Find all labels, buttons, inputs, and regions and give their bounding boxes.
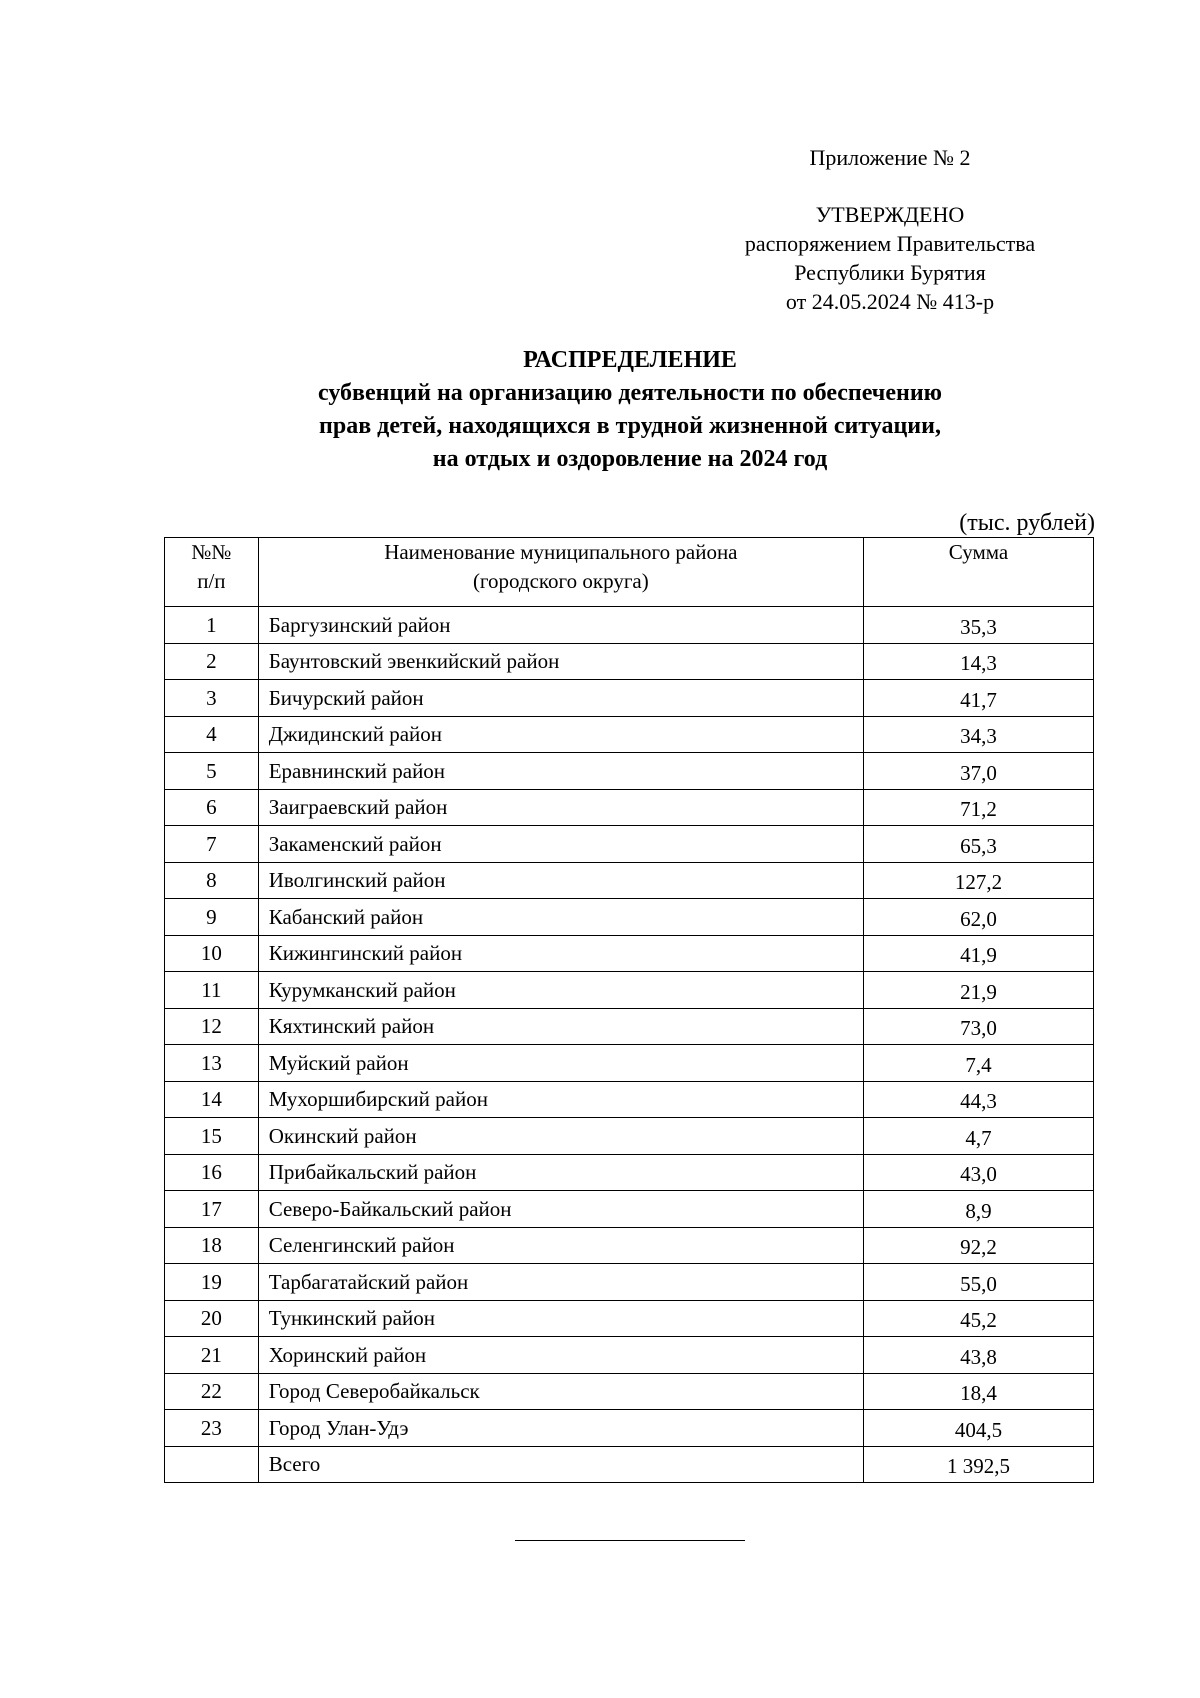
row-name: Селенгинский район [258,1227,863,1264]
row-name: Кижингинский район [258,935,863,972]
row-number: 16 [165,1154,259,1191]
row-number: 5 [165,753,259,790]
row-number: 7 [165,826,259,863]
approval-line: Республики Бурятия [794,260,986,285]
row-sum: 1 392,5 [864,1446,1094,1483]
row-sum: 18,4 [864,1373,1094,1410]
header-number-line: п/п [197,569,226,593]
row-sum: 8,9 [864,1191,1094,1228]
table-row [165,716,1094,753]
row-number: 21 [165,1337,259,1374]
table-row [165,935,1094,972]
table-row [165,1191,1094,1228]
row-number: 11 [165,972,259,1009]
row-name: Курумканский район [258,972,863,1009]
row-name: Хоринский район [258,1337,863,1374]
row-sum: 43,8 [864,1337,1094,1374]
row-sum: 37,0 [864,753,1094,790]
row-number: 17 [165,1191,259,1228]
table-row [165,643,1094,680]
row-sum: 62,0 [864,899,1094,936]
row-sum: 44,3 [864,1081,1094,1118]
header-sum [864,538,1094,607]
row-number [165,1446,259,1483]
total-row [165,1446,1094,1483]
row-sum: 43,0 [864,1154,1094,1191]
table-row [165,862,1094,899]
row-number: 3 [165,680,259,717]
appendix-number: Приложение № 2 [809,145,971,170]
row-name: Джидинский район [258,716,863,753]
table-row [165,680,1094,717]
row-sum: 35,3 [864,607,1094,644]
table-row [165,753,1094,790]
row-number: 6 [165,789,259,826]
table-header-row [165,538,1094,607]
row-number: 10 [165,935,259,972]
row-number: 18 [165,1227,259,1264]
row-number: 14 [165,1081,259,1118]
row-name: Закаменский район [258,826,863,863]
row-name: Заиграевский район [258,789,863,826]
table-row [165,1045,1094,1082]
row-name: Еравнинский район [258,753,863,790]
table-row [165,1300,1094,1337]
row-name: Всего [258,1446,863,1483]
header-number-line: №№ [191,540,232,564]
row-sum: 404,5 [864,1410,1094,1447]
table-row [165,1264,1094,1301]
row-name: Тункинский район [258,1300,863,1337]
row-name: Муйский район [258,1045,863,1082]
row-sum: 41,9 [864,935,1094,972]
row-number: 9 [165,899,259,936]
approval-stamp [700,200,1080,316]
row-number: 15 [165,1118,259,1155]
row-name: Город Улан-Удэ [258,1410,863,1447]
table-row [165,1154,1094,1191]
header-name [258,538,863,607]
title-line: субвенций на организацию деятельности по обеспечению [318,380,942,406]
row-number: 20 [165,1300,259,1337]
row-name: Кяхтинский район [258,1008,863,1045]
row-sum: 55,0 [864,1264,1094,1301]
unit-note: (тыс. рублей) [959,510,1095,536]
table-row [165,1227,1094,1264]
approval-line: УТВЕРЖДЕНО [815,202,965,227]
row-name: Город Северобайкальск [258,1373,863,1410]
row-name: Окинский район [258,1118,863,1155]
approval-line: распоряжением Правительства [744,231,1036,256]
table-row [165,826,1094,863]
row-name: Баргузинский район [258,607,863,644]
row-sum: 73,0 [864,1008,1094,1045]
row-name: Мухоршибирский район [258,1081,863,1118]
header-name-line: Наименование муниципального района [384,540,738,564]
row-number: 23 [165,1410,259,1447]
header-sum-label: Сумма [948,540,1009,564]
header-number [165,538,259,607]
row-sum: 7,4 [864,1045,1094,1082]
table-row [165,1410,1094,1447]
header-name-line: (городского округа) [472,569,649,593]
table-row [165,972,1094,1009]
row-name: Бичурский район [258,680,863,717]
row-name: Прибайкальский район [258,1154,863,1191]
distribution-table [164,537,1094,1483]
row-number: 2 [165,643,259,680]
row-sum: 21,9 [864,972,1094,1009]
table-row [165,1008,1094,1045]
row-name: Тарбагатайский район [258,1264,863,1301]
row-sum: 65,3 [864,826,1094,863]
title-line: прав детей, находящихся в трудной жизненной ситуации, [319,413,941,439]
row-number: 4 [165,716,259,753]
row-name: Кабанский район [258,899,863,936]
table-body [165,607,1094,1483]
table-row [165,899,1094,936]
row-sum: 127,2 [864,862,1094,899]
row-sum: 14,3 [864,643,1094,680]
row-sum: 45,2 [864,1300,1094,1337]
row-sum: 4,7 [864,1118,1094,1155]
row-number: 1 [165,607,259,644]
row-name: Иволгинский район [258,862,863,899]
table-row [165,1337,1094,1374]
title-line: РАСПРЕДЕЛЕНИЕ [523,347,737,373]
row-name: Баунтовский эвенкийский район [258,643,863,680]
row-number: 19 [165,1264,259,1301]
row-sum: 41,7 [864,680,1094,717]
row-sum: 34,3 [864,716,1094,753]
row-number: 8 [165,862,259,899]
row-sum: 71,2 [864,789,1094,826]
title-line: на отдых и оздоровление на 2024 год [432,446,828,472]
approval-line: от 24.05.2024 № 413-р [785,289,995,314]
table-row [165,1373,1094,1410]
row-number: 12 [165,1008,259,1045]
table-row [165,607,1094,644]
document-title [160,344,1100,476]
table-row [165,789,1094,826]
row-number: 13 [165,1045,259,1082]
table-row [165,1081,1094,1118]
table-row [165,1118,1094,1155]
row-name: Северо-Байкальский район [258,1191,863,1228]
row-sum: 92,2 [864,1227,1094,1264]
row-number: 22 [165,1373,259,1410]
closing-line [515,1540,745,1541]
